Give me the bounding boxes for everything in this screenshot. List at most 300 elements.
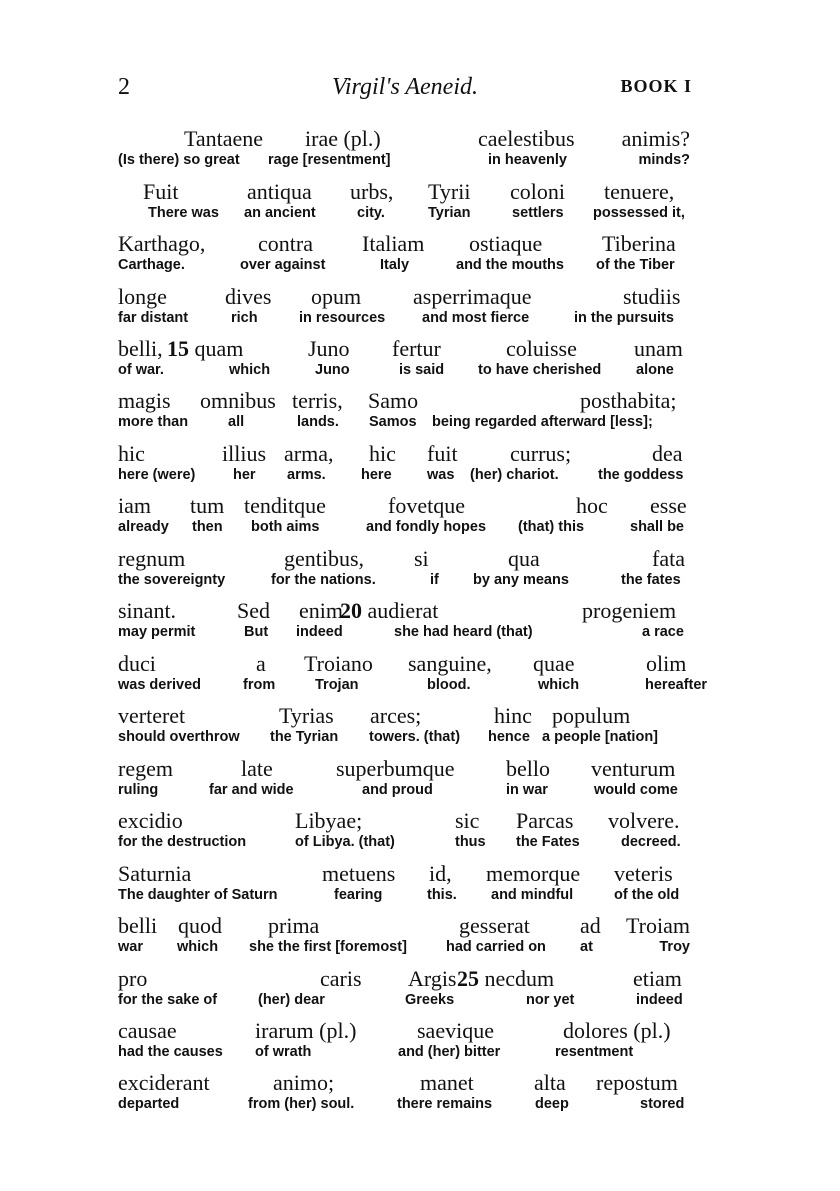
latin-text: Karthago, bbox=[118, 231, 206, 256]
latin-word bbox=[167, 337, 243, 361]
latin-word bbox=[582, 599, 676, 623]
english-gloss: being regarded afterward [less]; bbox=[432, 414, 653, 430]
latin-text: enim bbox=[299, 598, 343, 623]
english-gloss: which bbox=[229, 362, 271, 378]
latin-text: quae bbox=[533, 651, 575, 676]
english-gloss: resentment bbox=[555, 1044, 634, 1060]
latin-text: Troiano bbox=[304, 651, 373, 676]
latin-word bbox=[279, 704, 334, 728]
latin-word bbox=[118, 285, 167, 309]
latin-word bbox=[602, 232, 676, 256]
latin-text: Sed bbox=[237, 598, 270, 623]
english-gloss: and (her) bitter bbox=[398, 1044, 501, 1060]
latin-word bbox=[413, 285, 532, 309]
english-gloss: for the sake of bbox=[118, 992, 218, 1008]
latin-text: sanguine, bbox=[408, 651, 492, 676]
english-gloss: by any means bbox=[473, 572, 569, 588]
latin-word bbox=[118, 914, 157, 938]
latin-word bbox=[304, 652, 373, 676]
english-gloss: minds? bbox=[638, 152, 690, 168]
english-gloss: departed bbox=[118, 1096, 180, 1112]
latin-text: causae bbox=[118, 1018, 177, 1043]
latin-text: Argis bbox=[408, 966, 457, 991]
latin-word bbox=[408, 967, 457, 991]
english-gloss: a people [nation] bbox=[542, 729, 658, 745]
english-gloss: of war. bbox=[118, 362, 164, 378]
latin-word bbox=[118, 1019, 177, 1043]
latin-text: tum bbox=[190, 493, 225, 518]
latin-text: asperrimaque bbox=[413, 284, 532, 309]
english-gloss: in the pursuits bbox=[574, 310, 674, 326]
latin-word bbox=[322, 862, 395, 886]
latin-word bbox=[516, 809, 573, 833]
latin-word bbox=[299, 599, 343, 623]
english-gloss: the fates bbox=[621, 572, 681, 588]
english-gloss: decreed. bbox=[621, 834, 681, 850]
latin-word bbox=[420, 1071, 474, 1095]
english-gloss: there remains bbox=[397, 1096, 493, 1112]
english-gloss: deep bbox=[535, 1096, 569, 1112]
latin-word bbox=[591, 757, 675, 781]
english-gloss: is said bbox=[399, 362, 445, 378]
latin-word bbox=[284, 442, 333, 466]
english-gloss: from bbox=[243, 677, 276, 693]
latin-word bbox=[143, 180, 178, 204]
english-gloss: and fondly hopes bbox=[366, 519, 487, 535]
english-gloss: had carried on bbox=[446, 939, 546, 955]
latin-text: hic bbox=[369, 441, 396, 466]
english-gloss: in war bbox=[506, 782, 548, 798]
english-gloss: and proud bbox=[362, 782, 433, 798]
latin-word bbox=[368, 389, 418, 413]
latin-word bbox=[225, 285, 271, 309]
english-gloss: of the Tiber bbox=[596, 257, 675, 273]
english-gloss: for the destruction bbox=[118, 834, 247, 850]
latin-word bbox=[178, 914, 222, 938]
english-gloss: But bbox=[244, 624, 269, 640]
latin-word bbox=[652, 547, 685, 571]
latin-word bbox=[370, 704, 421, 728]
english-gloss: The daughter of Saturn bbox=[118, 887, 278, 903]
latin-text: irarum (pl.) bbox=[255, 1018, 357, 1043]
english-gloss: Tyrian bbox=[428, 205, 471, 221]
english-gloss: already bbox=[118, 519, 169, 535]
latin-word bbox=[268, 914, 319, 938]
latin-text: venturum bbox=[591, 756, 676, 781]
latin-text: Saturnia bbox=[118, 861, 192, 886]
english-gloss: blood. bbox=[427, 677, 471, 693]
english-gloss: to have cherished bbox=[478, 362, 602, 378]
latin-word bbox=[508, 547, 540, 571]
latin-text: fata bbox=[652, 546, 685, 571]
latin-text: caelestibus bbox=[478, 126, 575, 151]
latin-word bbox=[623, 285, 680, 309]
english-gloss: stored bbox=[640, 1096, 685, 1112]
latin-text: sinant. bbox=[118, 598, 177, 623]
english-gloss: city. bbox=[357, 205, 385, 221]
latin-text: excidio bbox=[118, 808, 183, 833]
latin-word bbox=[118, 757, 173, 781]
english-gloss: was bbox=[427, 467, 455, 483]
english-gloss: possessed it, bbox=[593, 205, 685, 221]
latin-text: Troiam bbox=[626, 913, 690, 938]
latin-word bbox=[118, 862, 191, 886]
latin-word bbox=[552, 704, 630, 728]
latin-text: tenditque bbox=[244, 493, 326, 518]
english-gloss: her bbox=[233, 467, 256, 483]
latin-word bbox=[478, 127, 575, 151]
latin-word bbox=[118, 337, 163, 361]
latin-text: hoc bbox=[576, 493, 608, 518]
latin-text: necdum bbox=[484, 966, 555, 991]
latin-text: illius bbox=[222, 441, 267, 466]
latin-word bbox=[118, 967, 147, 991]
latin-text: exciderant bbox=[118, 1070, 210, 1095]
english-gloss: hereafter bbox=[645, 677, 708, 693]
latin-text: animo; bbox=[273, 1070, 335, 1095]
english-gloss: the Fates bbox=[516, 834, 580, 850]
latin-text: etiam bbox=[633, 966, 682, 991]
latin-text: Fuit bbox=[143, 179, 179, 204]
latin-text: gesserat bbox=[459, 913, 530, 938]
page-header bbox=[118, 74, 692, 104]
latin-text: manet bbox=[420, 1070, 474, 1095]
latin-word bbox=[244, 494, 326, 518]
latin-text: Tyrias bbox=[279, 703, 334, 728]
latin-text: posthabita; bbox=[580, 388, 677, 413]
english-gloss: she had heard (that) bbox=[394, 624, 533, 640]
latin-text: irae (pl.) bbox=[305, 126, 381, 151]
latin-text: iam bbox=[118, 493, 151, 518]
latin-text: dolores (pl.) bbox=[563, 1018, 671, 1043]
latin-text: gentibus, bbox=[284, 546, 365, 571]
latin-text: regnum bbox=[118, 546, 186, 571]
english-gloss: war bbox=[118, 939, 143, 955]
latin-word bbox=[580, 389, 677, 413]
english-gloss: of the old bbox=[614, 887, 680, 903]
english-gloss: then bbox=[192, 519, 223, 535]
latin-text: urbs, bbox=[350, 179, 394, 204]
english-gloss: Carthage. bbox=[118, 257, 185, 273]
latin-word bbox=[292, 389, 343, 413]
english-gloss: shall be bbox=[630, 519, 684, 535]
latin-text: opum bbox=[311, 284, 362, 309]
english-gloss: and the mouths bbox=[456, 257, 564, 273]
latin-word bbox=[614, 862, 673, 886]
latin-text: caris bbox=[320, 966, 362, 991]
english-gloss: the sovereignty bbox=[118, 572, 226, 588]
latin-word bbox=[580, 914, 601, 938]
latin-word bbox=[118, 494, 151, 518]
latin-word bbox=[534, 1071, 566, 1095]
latin-text: id, bbox=[429, 861, 452, 886]
latin-word bbox=[459, 914, 530, 938]
latin-word bbox=[427, 442, 458, 466]
latin-text: esse bbox=[650, 493, 687, 518]
latin-text: longe bbox=[118, 284, 167, 309]
latin-word bbox=[633, 967, 682, 991]
latin-text: Tyrii bbox=[428, 179, 471, 204]
latin-word bbox=[190, 494, 224, 518]
english-gloss: Samos bbox=[369, 414, 417, 430]
latin-word bbox=[510, 442, 571, 466]
english-gloss: all bbox=[228, 414, 245, 430]
latin-word bbox=[237, 599, 270, 623]
latin-word bbox=[506, 337, 577, 361]
latin-word bbox=[506, 757, 550, 781]
english-gloss: (that) this bbox=[518, 519, 585, 535]
latin-word bbox=[247, 180, 312, 204]
english-gloss: indeed bbox=[636, 992, 683, 1008]
english-gloss: There was bbox=[148, 205, 219, 221]
latin-text: terris, bbox=[292, 388, 343, 413]
latin-word bbox=[255, 1019, 356, 1043]
latin-text: Italiam bbox=[362, 231, 425, 256]
latin-text: currus; bbox=[510, 441, 572, 466]
latin-text: tenuere, bbox=[604, 179, 675, 204]
latin-word bbox=[596, 1071, 678, 1095]
latin-text: fuit bbox=[427, 441, 458, 466]
english-gloss: in heavenly bbox=[488, 152, 567, 168]
latin-word bbox=[118, 809, 183, 833]
latin-word bbox=[222, 442, 266, 466]
latin-text: fovetque bbox=[388, 493, 465, 518]
latin-text: arma, bbox=[284, 441, 334, 466]
latin-text: Libyae; bbox=[295, 808, 363, 833]
english-gloss: thus bbox=[455, 834, 486, 850]
latin-word bbox=[563, 1019, 671, 1043]
latin-text: Parcas bbox=[516, 808, 574, 833]
english-gloss: Juno bbox=[315, 362, 350, 378]
latin-text: verteret bbox=[118, 703, 186, 728]
latin-text: sic bbox=[455, 808, 480, 833]
english-gloss: rich bbox=[231, 310, 258, 326]
latin-text: bello bbox=[506, 756, 550, 781]
latin-word bbox=[118, 547, 185, 571]
latin-word bbox=[241, 757, 273, 781]
latin-word bbox=[626, 914, 690, 938]
latin-text: audierat bbox=[367, 598, 439, 623]
english-gloss: (Is there) so great bbox=[118, 152, 240, 168]
latin-word bbox=[273, 1071, 334, 1095]
latin-word bbox=[369, 442, 396, 466]
english-gloss: ruling bbox=[118, 782, 159, 798]
running-title: Virgil's Aeneid. bbox=[331, 74, 478, 100]
latin-word bbox=[646, 652, 686, 676]
english-gloss: far distant bbox=[118, 310, 189, 326]
english-gloss: over against bbox=[240, 257, 326, 273]
english-gloss: Greeks bbox=[405, 992, 455, 1008]
english-gloss: more than bbox=[118, 414, 189, 430]
english-gloss: and mindful bbox=[491, 887, 574, 903]
english-gloss: nor yet bbox=[526, 992, 575, 1008]
latin-word bbox=[118, 442, 145, 466]
latin-word bbox=[650, 494, 687, 518]
latin-word bbox=[576, 494, 608, 518]
book-label: BOOK I bbox=[620, 76, 692, 96]
latin-word bbox=[652, 442, 683, 466]
latin-word bbox=[457, 967, 554, 991]
english-gloss: Italy bbox=[380, 257, 410, 273]
latin-text: quam bbox=[194, 336, 244, 361]
latin-text: dives bbox=[225, 284, 272, 309]
english-gloss: which bbox=[538, 677, 580, 693]
english-gloss: arms. bbox=[287, 467, 326, 483]
latin-word bbox=[533, 652, 575, 676]
english-gloss: of Libya. (that) bbox=[295, 834, 395, 850]
latin-word bbox=[429, 862, 452, 886]
latin-text: volvere. bbox=[608, 808, 680, 833]
line-number: 15 bbox=[167, 336, 195, 361]
latin-word bbox=[308, 337, 350, 361]
latin-text: superbumque bbox=[336, 756, 455, 781]
english-gloss: in resources bbox=[299, 310, 386, 326]
latin-word bbox=[256, 652, 266, 676]
latin-text: dea bbox=[652, 441, 683, 466]
latin-word bbox=[350, 180, 393, 204]
latin-word bbox=[118, 1071, 210, 1095]
latin-text: saevique bbox=[417, 1018, 494, 1043]
latin-word bbox=[469, 232, 542, 256]
latin-text: regem bbox=[118, 756, 173, 781]
english-gloss: Trojan bbox=[315, 677, 359, 693]
english-gloss: (her) dear bbox=[258, 992, 325, 1008]
latin-text: duci bbox=[118, 651, 156, 676]
latin-text: belli bbox=[118, 913, 158, 938]
english-gloss: settlers bbox=[512, 205, 564, 221]
english-gloss: was derived bbox=[118, 677, 202, 693]
english-gloss: the goddess bbox=[598, 467, 684, 483]
english-gloss: she the first [foremost] bbox=[249, 939, 407, 955]
latin-text: si bbox=[414, 546, 429, 571]
latin-word bbox=[320, 967, 362, 991]
latin-word bbox=[336, 757, 455, 781]
latin-word bbox=[392, 337, 441, 361]
latin-text: magis bbox=[118, 388, 171, 413]
latin-text: fertur bbox=[392, 336, 441, 361]
latin-text: repostum bbox=[596, 1070, 678, 1095]
latin-word bbox=[118, 704, 185, 728]
latin-text: coluisse bbox=[506, 336, 577, 361]
line-number: 25 bbox=[457, 966, 485, 991]
latin-text: memorque bbox=[486, 861, 581, 886]
latin-text: a bbox=[256, 651, 266, 676]
english-gloss: here bbox=[361, 467, 392, 483]
english-gloss: would come bbox=[594, 782, 678, 798]
latin-text: late bbox=[241, 756, 273, 781]
latin-word bbox=[604, 180, 674, 204]
latin-text: studiis bbox=[623, 284, 681, 309]
latin-word bbox=[608, 809, 679, 833]
english-gloss: this. bbox=[427, 887, 457, 903]
latin-text: veteris bbox=[614, 861, 673, 886]
english-gloss: hence bbox=[488, 729, 530, 745]
line-number: 20 bbox=[340, 598, 368, 623]
latin-text: populum bbox=[552, 703, 631, 728]
latin-text: ostiaque bbox=[469, 231, 543, 256]
latin-text: prima bbox=[268, 913, 320, 938]
latin-word bbox=[428, 180, 470, 204]
latin-text: belli, bbox=[118, 336, 163, 361]
latin-text: antiqua bbox=[247, 179, 312, 204]
english-gloss: may permit bbox=[118, 624, 196, 640]
english-gloss: from (her) soul. bbox=[248, 1096, 355, 1112]
english-gloss: if bbox=[430, 572, 439, 588]
english-gloss: indeed bbox=[296, 624, 343, 640]
latin-text: unam bbox=[634, 336, 683, 361]
english-gloss: an ancient bbox=[244, 205, 316, 221]
latin-text: alta bbox=[534, 1070, 566, 1095]
latin-text: contra bbox=[258, 231, 313, 256]
latin-word bbox=[305, 127, 381, 151]
latin-text: arces; bbox=[370, 703, 422, 728]
english-gloss: had the causes bbox=[118, 1044, 223, 1060]
latin-word bbox=[414, 547, 429, 571]
latin-word bbox=[284, 547, 364, 571]
latin-word bbox=[510, 180, 565, 204]
latin-text: ad bbox=[580, 913, 601, 938]
latin-text: animis? bbox=[621, 126, 690, 151]
latin-text: coloni bbox=[510, 179, 565, 204]
english-gloss: should overthrow bbox=[118, 729, 240, 745]
latin-word bbox=[295, 809, 362, 833]
latin-word bbox=[118, 232, 205, 256]
english-gloss: here (were) bbox=[118, 467, 196, 483]
latin-text: omnibus bbox=[200, 388, 276, 413]
english-gloss: towers. (that) bbox=[369, 729, 461, 745]
english-gloss: both aims bbox=[251, 519, 320, 535]
latin-word bbox=[494, 704, 532, 728]
english-gloss: which bbox=[177, 939, 219, 955]
latin-text: hinc bbox=[494, 703, 532, 728]
latin-word bbox=[362, 232, 424, 256]
latin-word bbox=[184, 127, 263, 151]
latin-word bbox=[634, 337, 683, 361]
latin-text: qua bbox=[508, 546, 540, 571]
english-gloss: and most fierce bbox=[422, 310, 530, 326]
english-gloss: lands. bbox=[297, 414, 339, 430]
english-gloss: alone bbox=[636, 362, 674, 378]
latin-word bbox=[340, 599, 438, 623]
latin-text: quod bbox=[178, 913, 222, 938]
english-gloss: of wrath bbox=[255, 1044, 312, 1060]
latin-text: pro bbox=[118, 966, 148, 991]
english-gloss: (her) chariot. bbox=[470, 467, 559, 483]
english-gloss: a race bbox=[642, 624, 684, 640]
english-gloss: far and wide bbox=[209, 782, 294, 798]
latin-text: olim bbox=[646, 651, 687, 676]
latin-text: Tiberina bbox=[602, 231, 676, 256]
latin-word bbox=[311, 285, 361, 309]
english-gloss: for the nations. bbox=[271, 572, 376, 588]
latin-text: Samo bbox=[368, 388, 419, 413]
latin-word bbox=[408, 652, 492, 676]
latin-word bbox=[118, 599, 176, 623]
english-gloss: fearing bbox=[334, 887, 383, 903]
latin-word bbox=[455, 809, 479, 833]
latin-text: metuens bbox=[322, 861, 396, 886]
english-gloss: at bbox=[580, 939, 593, 955]
latin-text: progeniem bbox=[582, 598, 677, 623]
latin-text: Juno bbox=[308, 336, 350, 361]
latin-word bbox=[417, 1019, 494, 1043]
latin-word bbox=[258, 232, 313, 256]
latin-word bbox=[118, 389, 171, 413]
latin-word bbox=[622, 127, 690, 151]
latin-text: hic bbox=[118, 441, 145, 466]
latin-word bbox=[118, 652, 156, 676]
english-gloss: rage [resentment] bbox=[268, 152, 391, 168]
